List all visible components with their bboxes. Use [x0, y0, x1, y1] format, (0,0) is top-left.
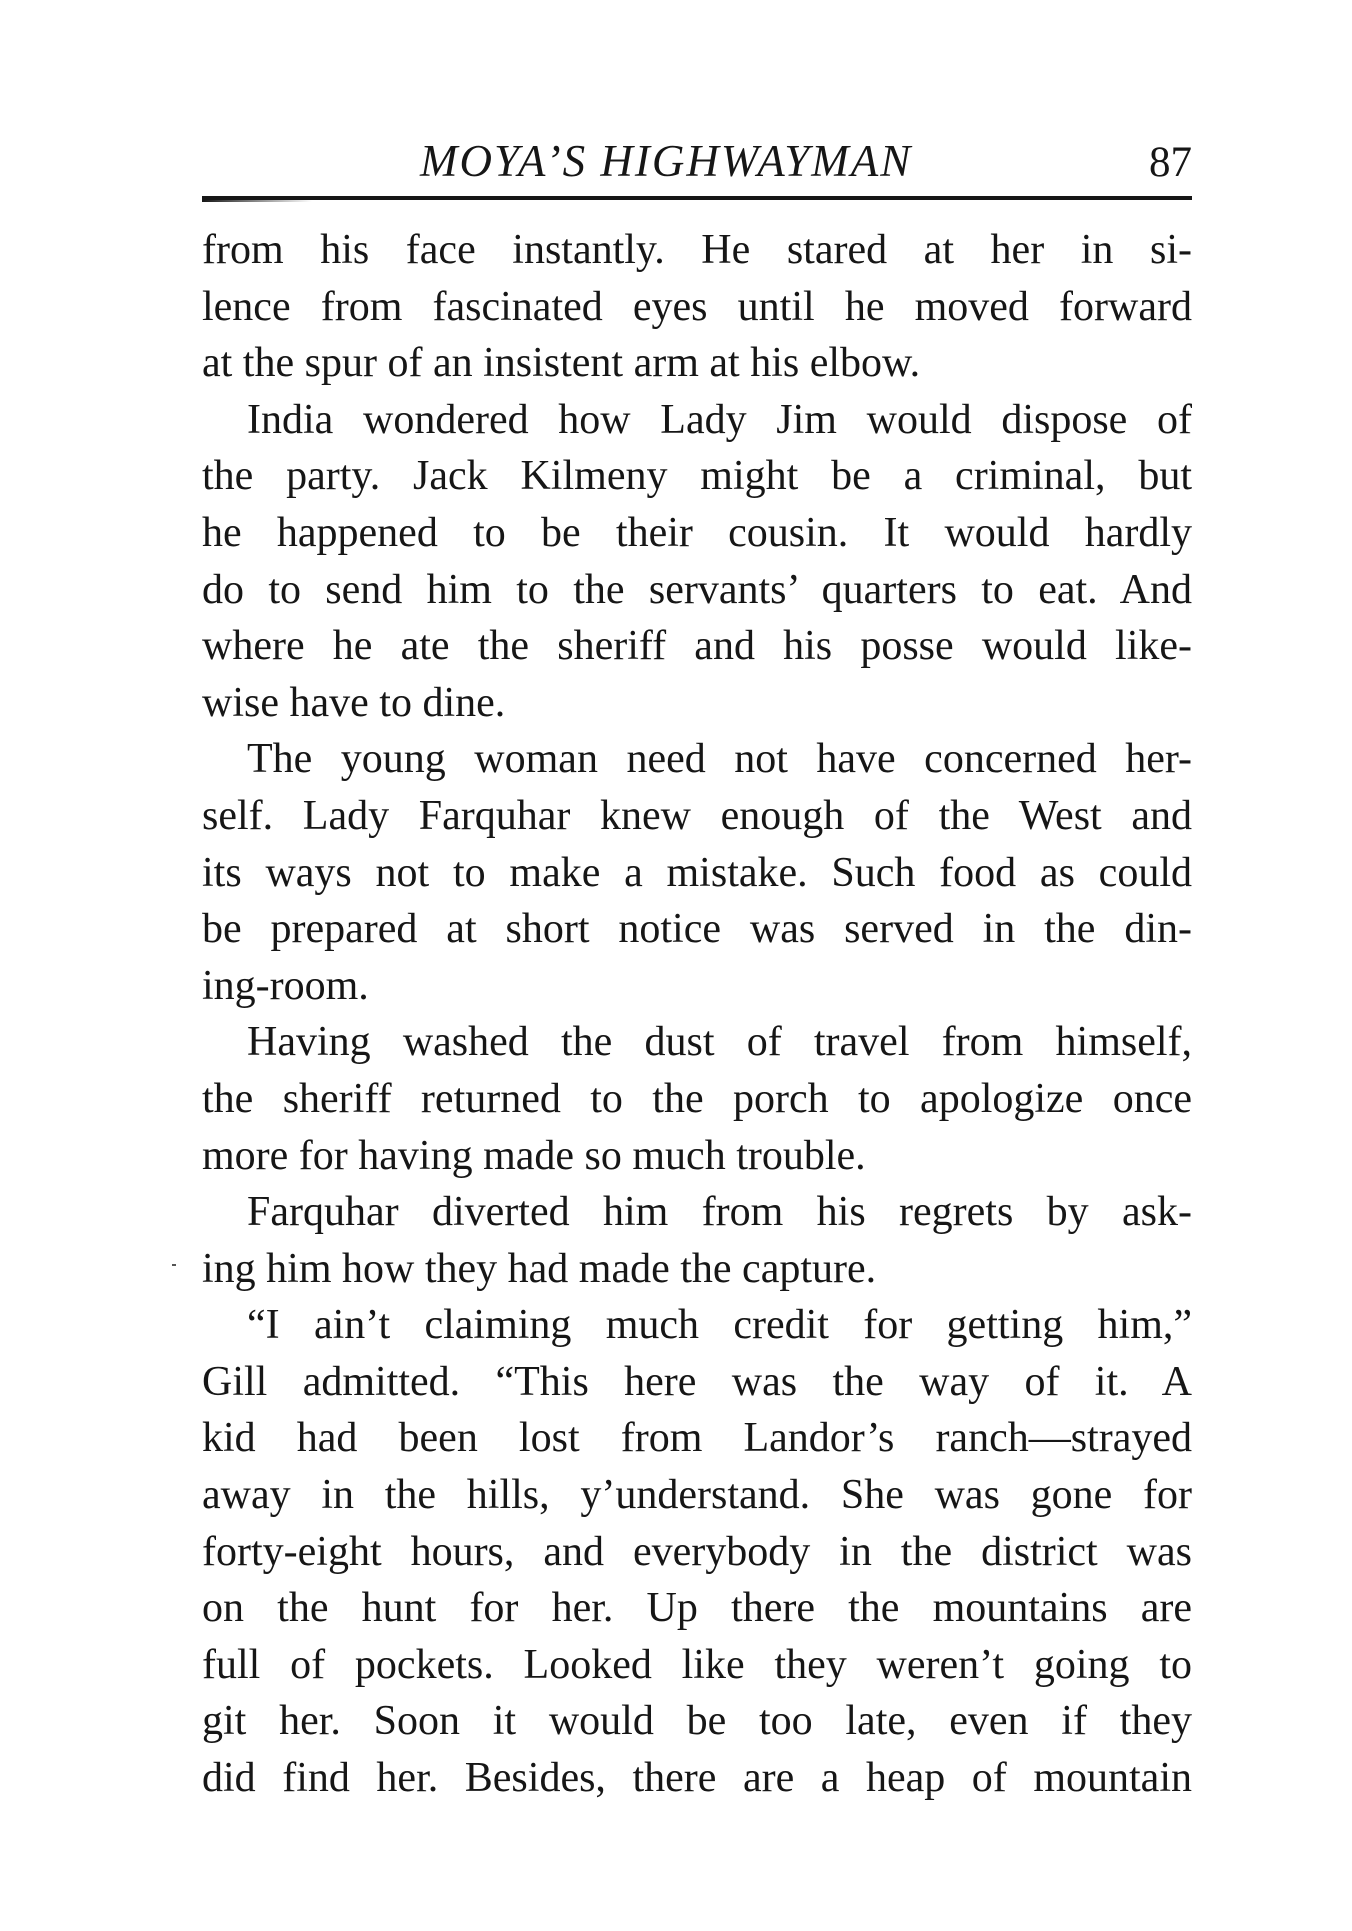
text-line: forty-eight hours, and everybody in the district was — [202, 1528, 1192, 1575]
text-line: from his face instantly. He stared at her in si- — [202, 227, 1192, 273]
text-line: where he ate the sheriff and his posse would like- — [202, 623, 1192, 670]
header-rule-taper — [202, 199, 312, 202]
text-line: away in the hills, y’understand. She was gone for — [202, 1472, 1192, 1519]
text-line: Gill admitted. “This here was the way of it. A — [202, 1358, 1192, 1405]
text-line: at the spur of an insistent arm at his elbow. — [202, 340, 921, 387]
text-line: The young woman need not have concerned her- — [247, 736, 1192, 783]
header-rule — [202, 196, 1192, 200]
text-line: its ways not to make a mistake. Such food as could — [202, 849, 1192, 896]
text-line: the sheriff returned to the porch to apologize once — [202, 1075, 1192, 1122]
text-line: git her. Soon it would be too late, even if they — [202, 1698, 1192, 1745]
text-line: be prepared at short notice was served in the din- — [202, 906, 1192, 953]
page-header — [202, 128, 1192, 190]
text-line: wise have to dine. — [202, 679, 506, 726]
text-line: Having washed the dust of travel from himself, — [247, 1019, 1192, 1066]
text-line: kid had been lost from Landor’s ranch—strayed — [202, 1415, 1192, 1462]
text-line: full of pockets. Looked like they weren’t going to — [202, 1641, 1192, 1688]
print-speck — [172, 1264, 176, 1266]
text-line: he happened to be their cousin. It would hardly — [202, 509, 1192, 556]
text-line: the party. Jack Kilmeny might be a criminal, but — [202, 453, 1192, 500]
text-line: ing him how they had made the capture. — [202, 1245, 877, 1292]
body-text — [202, 222, 1192, 1807]
running-head-title: MOYA’S HIGHWAYMAN — [420, 136, 913, 186]
text-line: more for having made so much trouble. — [202, 1132, 866, 1179]
text-line: did find her. Besides, there are a heap of mountain — [202, 1755, 1192, 1802]
text-line: do to send him to the servants’ quarters to eat. And — [202, 566, 1192, 613]
text-line: India wondered how Lady Jim would dispose of — [247, 396, 1192, 443]
text-line: Farquhar diverted him from his regrets by ask- — [247, 1189, 1192, 1236]
text-line: on the hunt for her. Up there the mountains are — [202, 1585, 1192, 1632]
text-line: ing-room. — [202, 962, 369, 1009]
text-line: self. Lady Farquhar knew enough of the West and — [202, 792, 1192, 839]
text-line: “I ain’t claiming much credit for getting him,” — [247, 1302, 1192, 1349]
page-number: 87 — [1149, 139, 1192, 186]
text-line: lence from fascinated eyes until he moved forward — [202, 283, 1192, 330]
